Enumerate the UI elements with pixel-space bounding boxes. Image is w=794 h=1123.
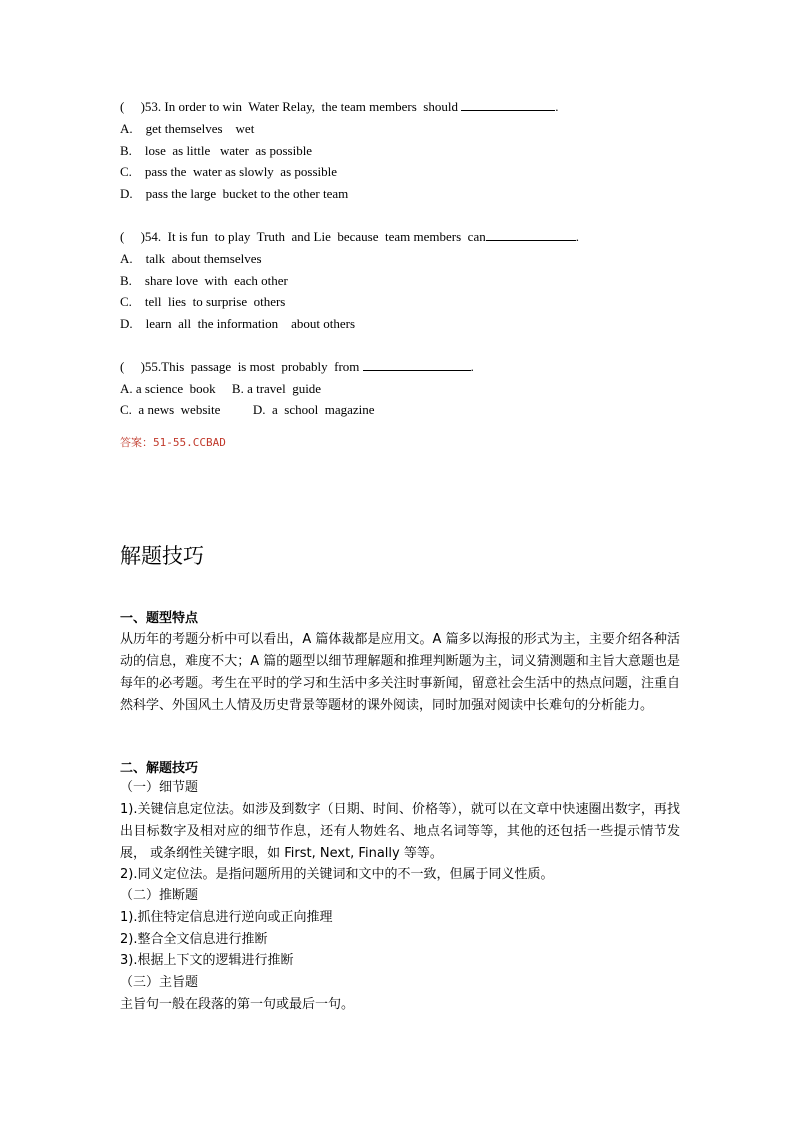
part2-item6: 主旨句一般在段落的第一句或最后一句。 [120,997,355,1012]
answer-key [120,433,226,452]
option-53-a: A. get themselves wet [120,121,255,136]
part2-item4: 2).整合全文信息进行推断 [120,932,268,947]
option-54-c: C. tell lies to surprise others [120,294,286,309]
answer-blank [486,228,576,241]
section-title: 解题技巧 [120,544,204,568]
option-54-a: A. talk about themselves [120,251,262,266]
option-53-d: D. pass the large bucket to the other team [120,186,349,201]
part2-item3: 1).抓住特定信息进行逆向或正向推理 [120,910,333,925]
part2-item1: 1).关键信息定位法。如涉及到数字（日期、时间、价格等），就可以在文章中快速圈出数字，再找出目标数字及相对应的细节作息，还有人物姓名、地点名词等等，其他的还包括一些提示情节发展， 或条纲性关键字眼，如 First, Next, Finally 等等。 [120,802,680,861]
option-55-cd: C. a news website D. a school magazine [120,402,375,417]
answer-blank [461,98,555,111]
option-54-d: D. learn all the information about others [120,316,356,331]
option-54-b: B. share love with each other [120,273,288,288]
question-55-stem: ( )55.This passage is most probably from . [120,359,474,374]
option-53-c: C. pass the water as slowly as possible [120,164,338,179]
part2-sub3: （三）主旨题 [120,975,199,990]
question-54-stem: ( )54. It is fun to play Truth and Lie because team members can . [120,229,579,244]
option-53-b: B. lose as little water as possible [120,143,313,158]
option-55-ab: A. a science book B. a travel guide [120,381,322,396]
part1-heading: 一、题型特点 [120,611,199,626]
part2-item5: 3).根据上下文的逻辑进行推断 [120,953,294,968]
answer-value: 51-55.CCBAD [153,436,226,449]
answer-label: 答案： [120,436,153,449]
part1-body: 从历年的考题分析中可以看出，A 篇体裁都是应用文。A 篇多以海报的形式为主，主要介绍各种活动的信息，难度不大；A 篇的题型以细节理解题和推理判断题为主，词义猜测题和主旨大意题也是每年的必考题。考生在平时的学习和生活中多关注时事新闻，留意社会生活中的热点问题，注重自然科学、外国风土人情及历史背景等题材的课外阅读，同时加强对阅读中长难句的分析能力。 [120,632,680,713]
part2-item2: 2).同义定位法。是指问题所用的关键词和文中的不一致，但属于同义性质。 [120,867,554,882]
question-53-stem: ( )53. In order to win Water Relay, the team members should . [120,99,559,114]
part2-sub1: （一）细节题 [120,780,199,795]
part2-sub2: （二）推断题 [120,888,199,903]
answer-blank [363,358,471,371]
part2-heading: 二、解题技巧 [120,761,199,776]
